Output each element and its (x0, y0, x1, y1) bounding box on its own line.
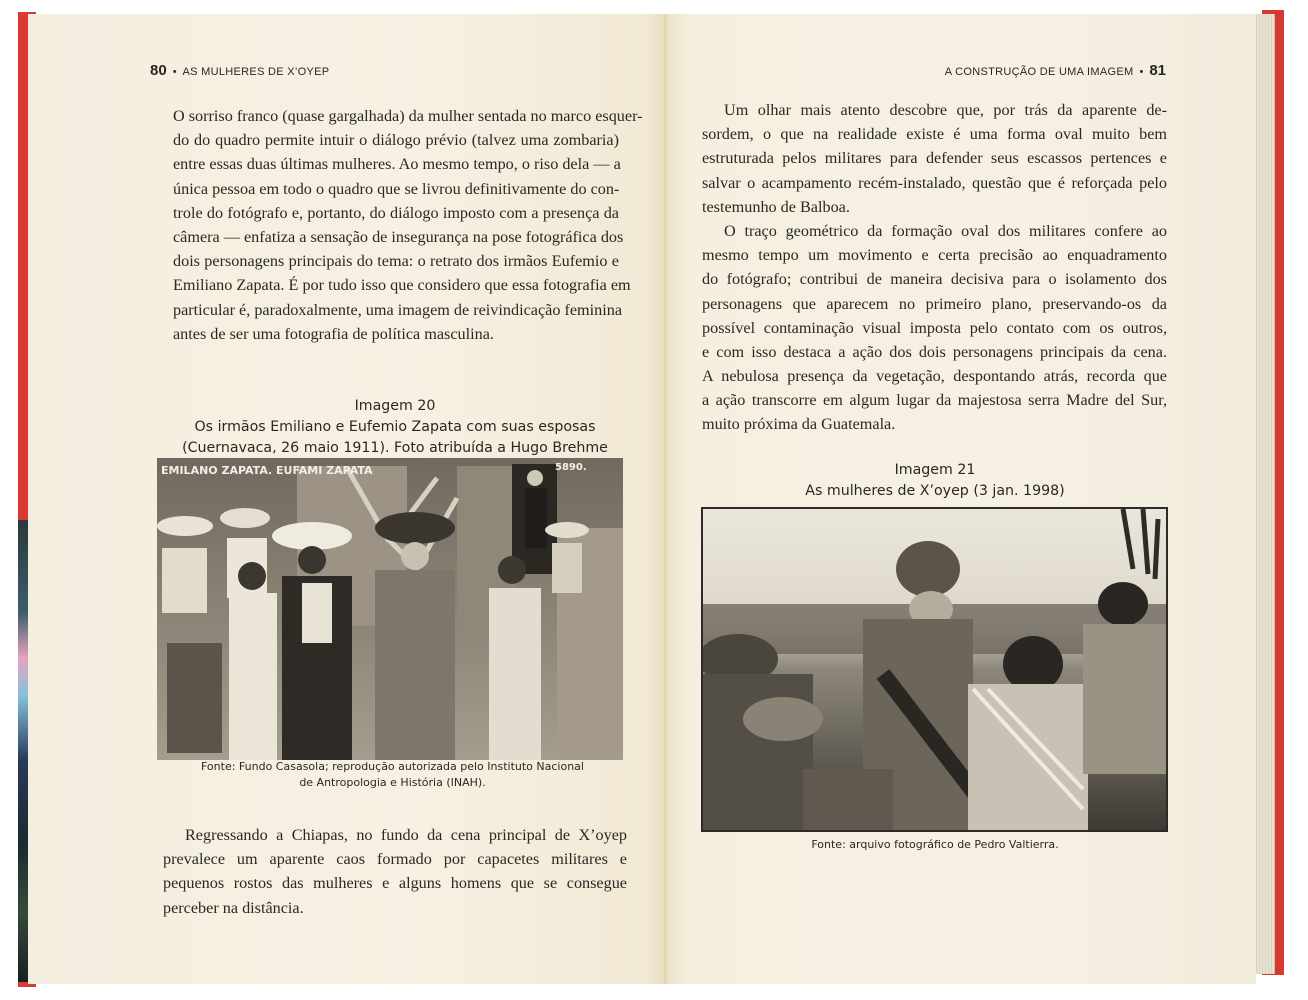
figure-label: Imagem 20 (354, 398, 436, 414)
source-text: Fonte: Fundo Casasola; reprodução autorizada pelo Instituto Nacional (201, 760, 584, 773)
page-number: 80 (150, 62, 167, 79)
text-line: única pessoa em todo o quadro que se livrou definitivamente do con- (173, 179, 620, 198)
figure-title: Os irmãos Emiliano e Eufemio Zapata com suas esposas (194, 419, 596, 435)
text-line: estruturada pelos militares para defender seus escassos pertences e (702, 149, 1167, 168)
text-line: entre essas duas últimas mulheres. Ao mesmo tempo, o riso dela — a (173, 155, 621, 174)
text-line: do do quadro permite intuir o diálogo prévio (talvez uma zombaria) (173, 131, 619, 150)
running-head-title: A CONSTRUÇÃO DE UMA IMAGEM (944, 66, 1134, 78)
figure-21-source (700, 837, 1170, 853)
figure-20-source (160, 759, 625, 791)
book-gutter (664, 14, 667, 984)
text-line: pequenos rostos das mulheres e alguns homens que se consegue (163, 874, 627, 893)
running-head-title: AS MULHERES DE X’OYEP (182, 66, 330, 78)
text-line: antes de ser uma fotografia de política masculina. (173, 324, 494, 343)
text-line: Emiliano Zapata. É por tudo isso que considero que essa fotografia em (173, 276, 631, 295)
figure-21-caption (700, 460, 1170, 502)
photo-number: 5890. (555, 462, 587, 473)
figure-title: (Cuernavaca, 26 maio 1911). Foto atribuída a Hugo Brehme (182, 440, 608, 456)
bullet-separator: • (1139, 66, 1144, 78)
text-line: mesmo tempo um movimento e certa precisão ao enquadramento (702, 246, 1167, 265)
text-line: personagens que aparecem no primeiro plano, preservando-os da (702, 294, 1167, 313)
page-number: 81 (1149, 62, 1166, 79)
text-line: do fotógrafo; contribui de maneira decisiva para o isolamento dos (702, 270, 1167, 289)
text-line: Um olhar mais atento descobre que, por trás da aparente de- (724, 101, 1167, 119)
text-line: muito próxima da Guatemala. (702, 415, 896, 434)
text-line: O sorriso franco (quase gargalhada) da mulher sentada no marco esquer- (173, 107, 643, 125)
text-line: possível contaminação visual imposta pelo contato com os outros, (702, 318, 1167, 337)
running-head-right (945, 62, 1166, 80)
text-line: perceber na distância. (163, 898, 304, 917)
left-paragraph-2 (163, 823, 627, 920)
text-line: trole do fotógrafo e, portanto, do diálogo imposto com a presença da (173, 203, 619, 222)
text-line: particular é, paradoxalmente, uma imagem de reivindicação feminina (173, 300, 622, 319)
photo-zapata-brothers (157, 458, 623, 760)
text-line: prevalece um aparente caos formado por capacetes militares e (163, 850, 627, 869)
text-line: câmera — enfatiza a sensação de insegurança na pose fotográfica dos (173, 227, 624, 246)
text-line: testemunho de Balboa. (702, 197, 850, 216)
figure-20-caption (160, 396, 630, 459)
running-head-left (150, 62, 329, 80)
text-line: O traço geométrico da formação oval dos militares confere ao (724, 221, 1167, 240)
text-line: A nebulosa presença da vegetação, despontando atrás, recorda que (702, 367, 1167, 386)
text-line: Regressando a Chiapas, no fundo da cena principal de X’oyep (185, 826, 627, 844)
photo-women-of-xoyep (701, 507, 1168, 832)
text-line: e com isso destaca a ação dos dois personagens principais da cena. (702, 342, 1167, 361)
figure-label: Imagem 21 (894, 462, 976, 478)
photo-inscription: EMILANO ZAPATA. EUFAMI ZAPATA (161, 464, 373, 477)
figure-title: As mulheres de X’oyep (3 jan. 1998) (805, 483, 1065, 499)
text-line: dois personagens principais do tema: o retrato dos irmãos Eufemio e (173, 252, 619, 271)
text-line: salvar o acampamento recém-instalado, questão que é reforçada pelo (702, 173, 1167, 192)
right-paragraphs (702, 98, 1167, 437)
text-line: sordem, o que na realidade existe é uma forma oval muito bem (702, 125, 1167, 144)
source-text: de Antropologia e História (INAH). (299, 776, 486, 789)
text-line: a ação transcorre em algum lugar da majestosa serra Madre del Sur, (702, 391, 1167, 410)
source-text: Fonte: arquivo fotográfico de Pedro Valtierra. (811, 838, 1059, 851)
left-paragraph-1 (173, 104, 643, 346)
bullet-separator: • (172, 66, 177, 78)
